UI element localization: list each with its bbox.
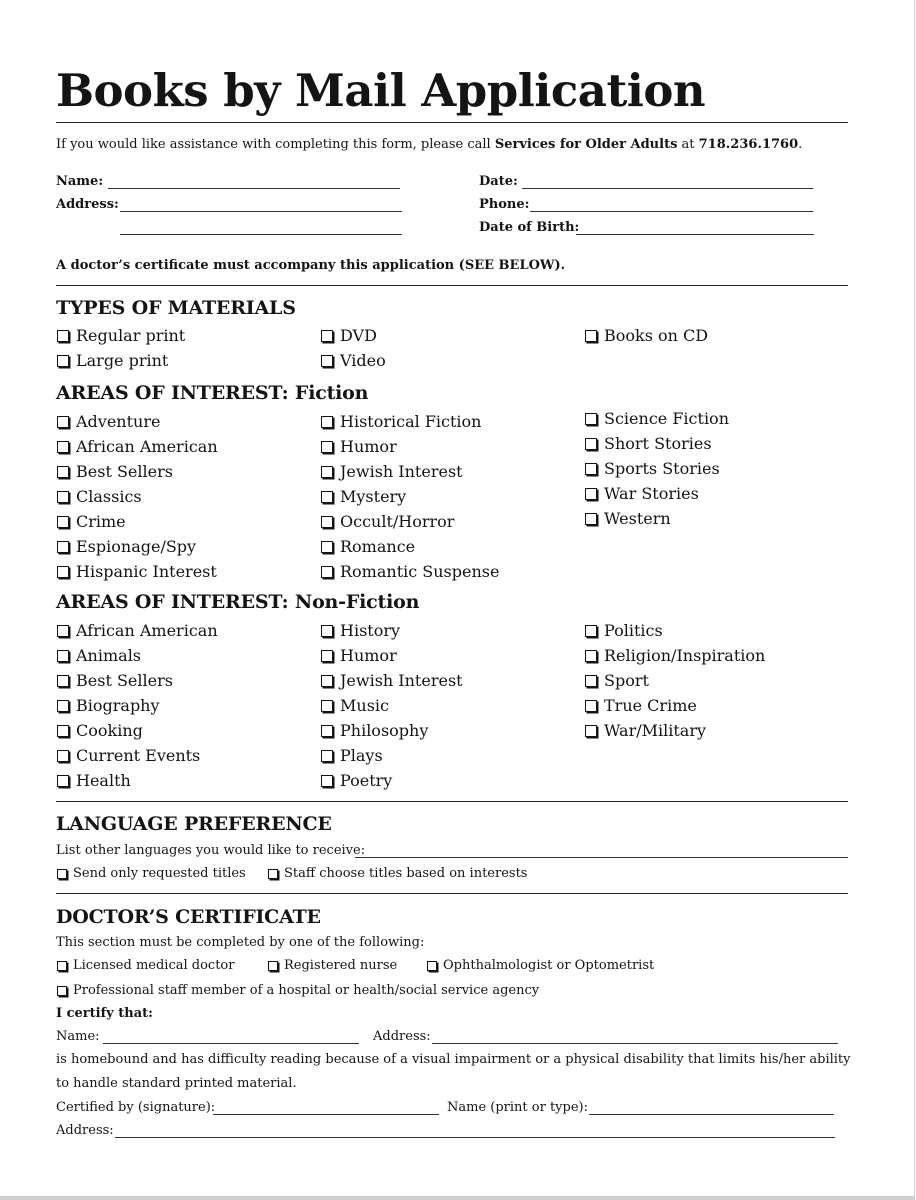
checkbox-icon <box>321 491 333 503</box>
checkbox-icon <box>427 961 437 971</box>
checkbox-nonfiction[interactable]: Cooking <box>57 721 143 740</box>
checkbox-icon <box>585 650 597 662</box>
checkbox-requested-titles[interactable]: Send only requested titles <box>57 866 246 881</box>
checkbox-icon <box>321 441 333 453</box>
doctor-intro: This section must be completed by one of the following: <box>56 935 425 950</box>
checkbox-icon <box>268 869 278 879</box>
signature-label: Certified by (signature): <box>56 1100 216 1115</box>
checkbox-icon <box>585 488 597 500</box>
phone-label: Phone: <box>479 197 530 212</box>
checkbox-icon <box>57 491 69 503</box>
doctor-notice: A doctor’s certificate must accompany this application (SEE BELOW). <box>56 258 566 273</box>
patient-address-label: Address: <box>373 1029 431 1044</box>
language-heading: LANGUAGE PREFERENCE <box>56 813 332 835</box>
checkbox-icon <box>57 466 69 478</box>
checkbox-books-on-cd[interactable]: Books on CD <box>585 326 708 345</box>
checkbox-nonfiction[interactable]: War/Military <box>585 721 706 740</box>
checkbox-icon <box>57 541 69 553</box>
patient-address-field[interactable] <box>432 1043 838 1044</box>
date-field[interactable] <box>522 188 813 189</box>
checkbox-registered-nurse[interactable]: Registered nurse <box>268 958 397 973</box>
checkbox-nonfiction[interactable]: Religion/Inspiration <box>585 646 765 665</box>
assistance-note: If you would like assistance with completing this form, please call Services for Older Adults at 718.236.1760. <box>56 137 803 152</box>
checkbox-fiction[interactable]: Hispanic Interest <box>57 562 217 581</box>
checkbox-icon <box>268 961 278 971</box>
checkbox-icon <box>585 413 597 425</box>
doctor-heading: DOCTOR’S CERTIFICATE <box>56 906 321 928</box>
name-field[interactable] <box>108 188 400 189</box>
checkbox-fiction[interactable]: Classics <box>57 487 142 506</box>
checkbox-icon <box>321 466 333 478</box>
checkbox-nonfiction[interactable]: History <box>321 621 400 640</box>
checkbox-fiction[interactable]: Mystery <box>321 487 406 506</box>
checkbox-icon <box>321 675 333 687</box>
phone-field[interactable] <box>530 211 813 212</box>
checkbox-icon <box>57 700 69 712</box>
checkbox-icon <box>585 330 597 342</box>
checkbox-dvd[interactable]: DVD <box>321 326 377 345</box>
checkbox-nonfiction[interactable]: Plays <box>321 746 383 765</box>
checkbox-nonfiction[interactable]: African American <box>57 621 218 640</box>
checkbox-icon <box>57 675 69 687</box>
checkbox-icon <box>321 330 333 342</box>
checkbox-icon <box>585 700 597 712</box>
checkbox-medical-doctor[interactable]: Licensed medical doctor <box>57 958 234 973</box>
checkbox-nonfiction[interactable]: Politics <box>585 621 663 640</box>
checkbox-fiction[interactable]: Science Fiction <box>585 409 729 428</box>
address-label: Address: <box>56 197 119 212</box>
patient-name-label: Name: <box>56 1029 100 1044</box>
checkbox-icon <box>57 516 69 528</box>
nonfiction-heading: AREAS OF INTEREST: Non-Fiction <box>56 591 420 613</box>
checkbox-nonfiction[interactable]: Humor <box>321 646 397 665</box>
checkbox-fiction[interactable]: Historical Fiction <box>321 412 481 431</box>
checkbox-icon <box>321 650 333 662</box>
divider <box>56 285 848 286</box>
checkbox-icon <box>321 355 333 367</box>
checkbox-nonfiction[interactable]: Poetry <box>321 771 392 790</box>
checkbox-nonfiction[interactable]: True Crime <box>585 696 697 715</box>
language-prompt: List other languages you would like to receive: <box>56 843 366 858</box>
checkbox-fiction[interactable]: African American <box>57 437 218 456</box>
checkbox-icon <box>57 330 69 342</box>
checkbox-regular-print[interactable]: Regular print <box>57 326 185 345</box>
checkbox-icon <box>57 961 67 971</box>
checkbox-fiction[interactable]: Crime <box>57 512 126 531</box>
checkbox-icon <box>585 438 597 450</box>
checkbox-icon <box>321 541 333 553</box>
checkbox-fiction[interactable]: Sports Stories <box>585 459 720 478</box>
checkbox-icon <box>321 566 333 578</box>
checkbox-icon <box>57 625 69 637</box>
certification-statement-2: to handle standard printed material. <box>56 1076 297 1091</box>
print-name-field[interactable] <box>589 1114 834 1115</box>
checkbox-nonfiction[interactable]: Music <box>321 696 389 715</box>
checkbox-nonfiction[interactable]: Health <box>57 771 131 790</box>
checkbox-icon <box>57 355 69 367</box>
checkbox-icon <box>57 416 69 428</box>
certifier-address-label: Address: <box>56 1123 114 1138</box>
checkbox-nonfiction[interactable]: Best Sellers <box>57 671 173 690</box>
checkbox-fiction[interactable]: War Stories <box>585 484 699 503</box>
name-label: Name: <box>56 174 104 189</box>
address-field-line2[interactable] <box>120 234 402 235</box>
checkbox-nonfiction[interactable]: Jewish Interest <box>321 671 463 690</box>
checkbox-fiction[interactable]: Jewish Interest <box>321 462 463 481</box>
checkbox-fiction[interactable]: Romance <box>321 537 415 556</box>
checkbox-fiction[interactable]: Adventure <box>57 412 160 431</box>
checkbox-nonfiction[interactable]: Sport <box>585 671 649 690</box>
checkbox-fiction[interactable]: Best Sellers <box>57 462 173 481</box>
checkbox-fiction[interactable]: Romantic Suspense <box>321 562 499 581</box>
checkbox-icon <box>585 463 597 475</box>
checkbox-icon <box>321 625 333 637</box>
print-name-label: Name (print or type): <box>447 1100 588 1115</box>
checkbox-staff-choose[interactable]: Staff choose titles based on interests <box>268 866 527 881</box>
certification-statement: is homebound and has difficulty reading because of a visual impairment or a physical disability that limits his/her ability <box>56 1052 851 1067</box>
checkbox-icon <box>585 725 597 737</box>
page-title: Books by Mail Application <box>56 64 706 117</box>
checkbox-icon <box>585 625 597 637</box>
signature-field[interactable] <box>213 1114 439 1115</box>
fiction-heading: AREAS OF INTEREST: Fiction <box>56 382 369 404</box>
language-field[interactable] <box>355 857 848 858</box>
address-field[interactable] <box>120 211 402 212</box>
checkbox-icon <box>57 986 67 996</box>
checkbox-fiction[interactable]: Humor <box>321 437 397 456</box>
checkbox-icon <box>321 416 333 428</box>
checkbox-professional-staff[interactable]: Professional staff member of a hospital or health/social service agency <box>57 983 539 998</box>
divider <box>56 122 848 123</box>
checkbox-icon <box>57 869 67 879</box>
checkbox-fiction[interactable]: Espionage/Spy <box>57 537 196 556</box>
checkbox-ophthalmologist[interactable]: Ophthalmologist or Optometrist <box>427 958 654 973</box>
divider <box>56 801 848 802</box>
checkbox-icon <box>57 725 69 737</box>
checkbox-large-print[interactable]: Large print <box>57 351 168 370</box>
checkbox-nonfiction[interactable]: Biography <box>57 696 160 715</box>
materials-heading: TYPES OF MATERIALS <box>56 297 296 319</box>
checkbox-icon <box>57 775 69 787</box>
divider <box>56 893 848 894</box>
checkbox-icon <box>57 750 69 762</box>
dob-label: Date of Birth: <box>479 220 580 235</box>
checkbox-fiction[interactable]: Occult/Horror <box>321 512 454 531</box>
certifier-address-field[interactable] <box>115 1137 835 1138</box>
checkbox-icon <box>585 675 597 687</box>
checkbox-fiction[interactable]: Short Stories <box>585 434 712 453</box>
checkbox-icon <box>57 441 69 453</box>
checkbox-nonfiction[interactable]: Current Events <box>57 746 200 765</box>
patient-name-field[interactable] <box>103 1043 359 1044</box>
checkbox-video[interactable]: Video <box>321 351 386 370</box>
dob-field[interactable] <box>576 234 814 235</box>
checkbox-icon <box>57 566 69 578</box>
date-label: Date: <box>479 174 518 189</box>
checkbox-icon <box>321 750 333 762</box>
checkbox-icon <box>321 516 333 528</box>
certify-label: I certify that: <box>56 1006 153 1021</box>
checkbox-icon <box>57 650 69 662</box>
checkbox-nonfiction[interactable]: Animals <box>57 646 141 665</box>
checkbox-icon <box>321 725 333 737</box>
checkbox-nonfiction[interactable]: Philosophy <box>321 721 428 740</box>
checkbox-fiction[interactable]: Western <box>585 509 671 528</box>
checkbox-icon <box>585 513 597 525</box>
checkbox-icon <box>321 700 333 712</box>
checkbox-icon <box>321 775 333 787</box>
